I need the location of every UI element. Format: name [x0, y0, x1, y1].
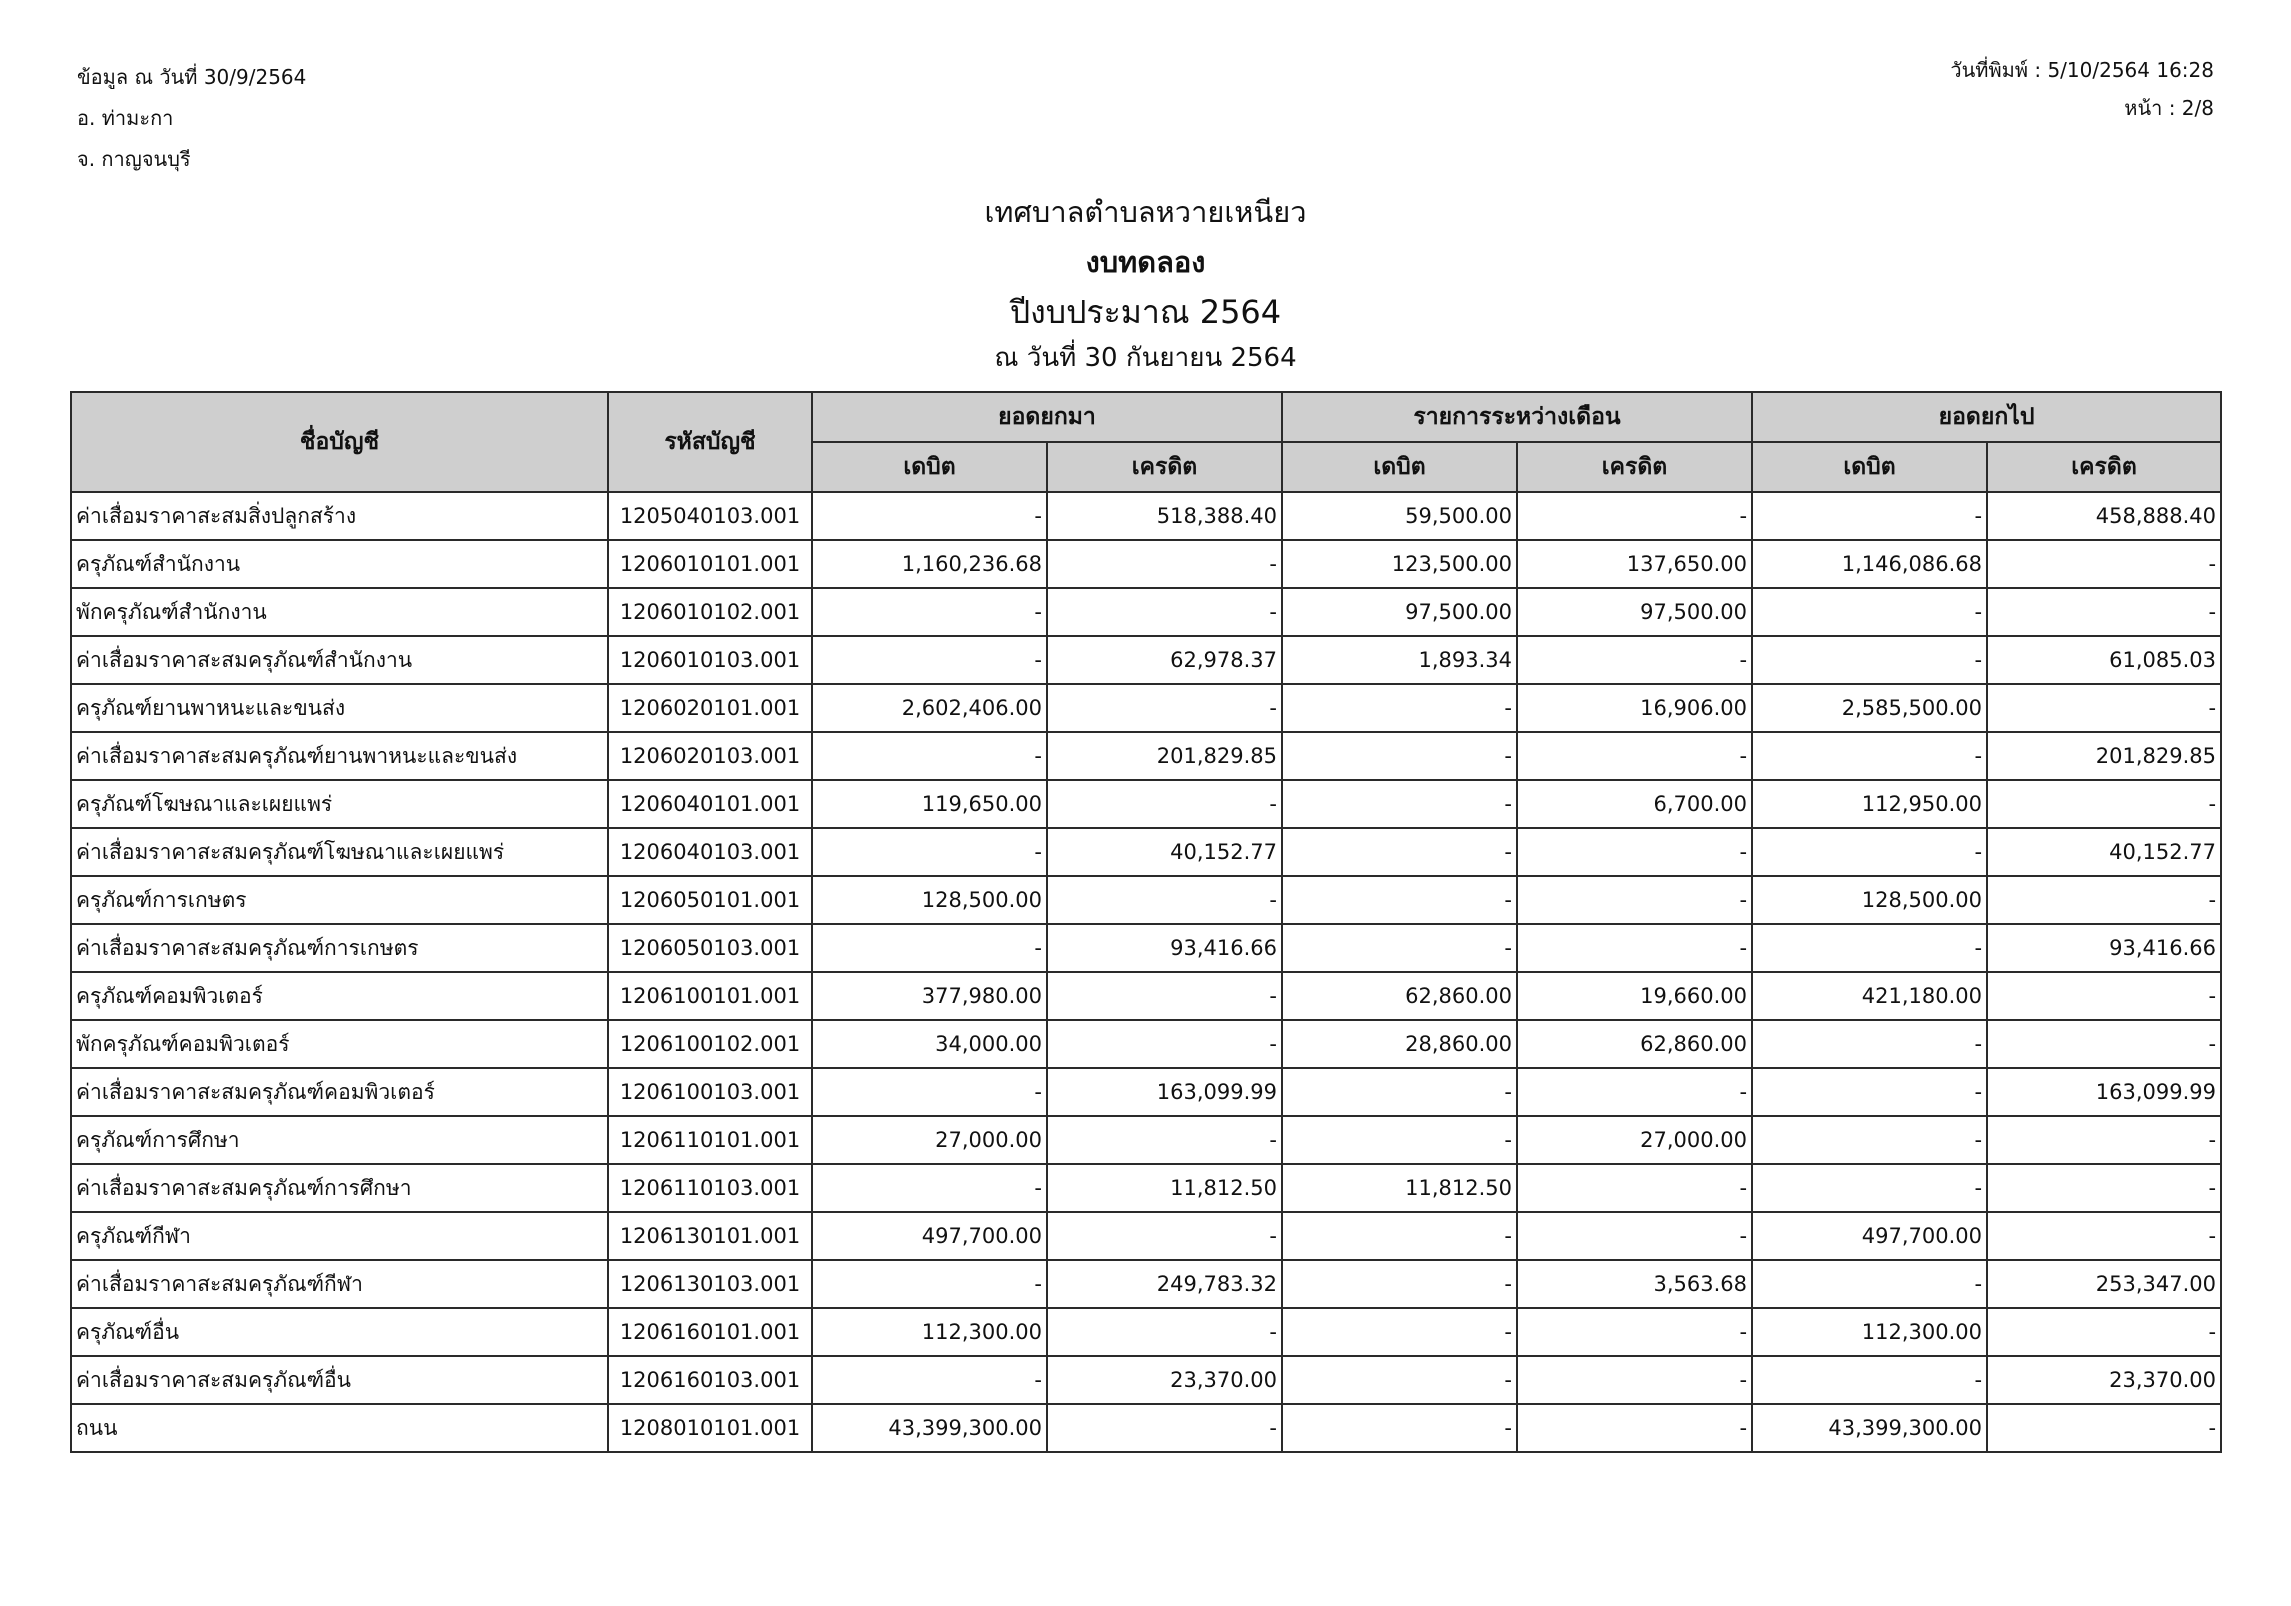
header-account-code: รหัสบัญชี: [608, 392, 812, 492]
month-credit-cell: -: [1517, 1356, 1752, 1404]
cf-debit-cell: -: [1752, 828, 1987, 876]
bf-credit-cell: -: [1047, 780, 1282, 828]
month-credit-cell: -: [1517, 924, 1752, 972]
cf-debit-cell: 112,950.00: [1752, 780, 1987, 828]
as-of-date-title: ณ วันที่ 30 กันยายน 2564: [994, 343, 1297, 373]
account-code-cell: 1206010102.001: [608, 588, 812, 636]
bf-debit-cell: 27,000.00: [812, 1116, 1047, 1164]
bf-debit-cell: 1,160,236.68: [812, 540, 1047, 588]
bf-credit-cell: -: [1047, 1308, 1282, 1356]
bf-debit-cell: 119,650.00: [812, 780, 1047, 828]
cf-debit-cell: 43,399,300.00: [1752, 1404, 1987, 1452]
table-row: [71, 1068, 2221, 1116]
bf-debit-cell: -: [812, 732, 1047, 780]
bf-credit-cell: 40,152.77: [1047, 828, 1282, 876]
account-name-cell: ค่าเสื่อมราคาสะสมครุภัณฑ์โฆษณาและเผยแพร่: [71, 828, 608, 876]
page-number: หน้า : 2/8: [2124, 96, 2214, 120]
month-credit-cell: -: [1517, 732, 1752, 780]
account-name-cell: ค่าเสื่อมราคาสะสมครุภัณฑ์การศึกษา: [71, 1164, 608, 1212]
cf-credit-cell: 23,370.00: [1987, 1356, 2221, 1404]
month-credit-cell: -: [1517, 492, 1752, 540]
cf-debit-cell: -: [1752, 1356, 1987, 1404]
cf-credit-cell: -: [1987, 972, 2221, 1020]
month-debit-cell: 11,812.50: [1282, 1164, 1517, 1212]
header-brought-forward: ยอดยกมา: [812, 392, 1282, 442]
account-name-cell: ค่าเสื่อมราคาสะสมครุภัณฑ์อื่น: [71, 1356, 608, 1404]
cf-debit-cell: 112,300.00: [1752, 1308, 1987, 1356]
month-debit-cell: 28,860.00: [1282, 1020, 1517, 1068]
header-account-name: ชื่อบัญชี: [71, 392, 608, 492]
trial-balance-table: [70, 391, 2222, 1453]
table-row: [71, 1020, 2221, 1068]
bf-credit-cell: -: [1047, 1212, 1282, 1260]
account-name-cell: ครุภัณฑ์การเกษตร: [71, 876, 608, 924]
cf-credit-cell: 458,888.40: [1987, 492, 2221, 540]
bf-debit-cell: 2,602,406.00: [812, 684, 1047, 732]
organization-title: เทศบาลตำบลหวายเหนียว: [984, 195, 1307, 229]
cf-credit-cell: -: [1987, 1404, 2221, 1452]
month-credit-cell: -: [1517, 1212, 1752, 1260]
cf-credit-cell: 61,085.03: [1987, 636, 2221, 684]
account-code-cell: 1206110101.001: [608, 1116, 812, 1164]
month-debit-cell: -: [1282, 1068, 1517, 1116]
account-code-cell: 1206040103.001: [608, 828, 812, 876]
bf-credit-cell: -: [1047, 1020, 1282, 1068]
bf-debit-cell: -: [812, 636, 1047, 684]
table-row: [71, 828, 2221, 876]
cf-debit-cell: -: [1752, 1116, 1987, 1164]
month-credit-cell: 137,650.00: [1517, 540, 1752, 588]
bf-debit-cell: 34,000.00: [812, 1020, 1047, 1068]
table-body: [71, 492, 2221, 1452]
account-code-cell: 1206050103.001: [608, 924, 812, 972]
bf-credit-cell: -: [1047, 1116, 1282, 1164]
account-code-cell: 1206050101.001: [608, 876, 812, 924]
cf-credit-cell: -: [1987, 1212, 2221, 1260]
table-row: [71, 684, 2221, 732]
bf-debit-cell: -: [812, 1356, 1047, 1404]
month-credit-cell: -: [1517, 1068, 1752, 1116]
cf-credit-cell: 93,416.66: [1987, 924, 2221, 972]
header-carried-forward: ยอดยกไป: [1752, 392, 2221, 442]
account-name-cell: ครุภัณฑ์สำนักงาน: [71, 540, 608, 588]
account-name-cell: ค่าเสื่อมราคาสะสมครุภัณฑ์การเกษตร: [71, 924, 608, 972]
account-name-cell: ถนน: [71, 1404, 608, 1452]
account-code-cell: 1206020103.001: [608, 732, 812, 780]
month-debit-cell: -: [1282, 1308, 1517, 1356]
account-code-cell: 1206160103.001: [608, 1356, 812, 1404]
account-name-cell: ค่าเสื่อมราคาสะสมสิ่งปลูกสร้าง: [71, 492, 608, 540]
month-credit-cell: -: [1517, 828, 1752, 876]
report-meta-left: [77, 67, 306, 190]
table-row: [71, 1164, 2221, 1212]
cf-debit-cell: 497,700.00: [1752, 1212, 1987, 1260]
account-code-cell: 1206020101.001: [608, 684, 812, 732]
fiscal-year-title: ปีงบประมาณ 2564: [1009, 293, 1282, 331]
month-credit-cell: -: [1517, 1404, 1752, 1452]
cf-credit-cell: -: [1987, 540, 2221, 588]
header-bf-credit: เครดิต: [1047, 442, 1282, 492]
cf-credit-cell: 40,152.77: [1987, 828, 2221, 876]
cf-credit-cell: -: [1987, 1116, 2221, 1164]
cf-credit-cell: -: [1987, 876, 2221, 924]
table-row: [71, 540, 2221, 588]
month-debit-cell: -: [1282, 924, 1517, 972]
table-row: [71, 732, 2221, 780]
table-row: [71, 1260, 2221, 1308]
month-credit-cell: -: [1517, 1164, 1752, 1212]
cf-credit-cell: -: [1987, 1308, 2221, 1356]
month-credit-cell: 3,563.68: [1517, 1260, 1752, 1308]
bf-credit-cell: 249,783.32: [1047, 1260, 1282, 1308]
account-name-cell: ค่าเสื่อมราคาสะสมครุภัณฑ์คอมพิวเตอร์: [71, 1068, 608, 1116]
month-credit-cell: 16,906.00: [1517, 684, 1752, 732]
bf-credit-cell: 11,812.50: [1047, 1164, 1282, 1212]
bf-credit-cell: -: [1047, 1404, 1282, 1452]
cf-debit-cell: -: [1752, 1020, 1987, 1068]
bf-debit-cell: 377,980.00: [812, 972, 1047, 1020]
month-credit-cell: 27,000.00: [1517, 1116, 1752, 1164]
bf-debit-cell: -: [812, 1260, 1047, 1308]
bf-debit-cell: -: [812, 492, 1047, 540]
month-debit-cell: 123,500.00: [1282, 540, 1517, 588]
account-name-cell: ครุภัณฑ์อื่น: [71, 1308, 608, 1356]
account-name-cell: ค่าเสื่อมราคาสะสมครุภัณฑ์ยานพาหนะและขนส่ง: [71, 732, 608, 780]
table-row: [71, 924, 2221, 972]
bf-credit-cell: 163,099.99: [1047, 1068, 1282, 1116]
report-titles: [0, 195, 2291, 373]
month-credit-cell: -: [1517, 636, 1752, 684]
month-debit-cell: -: [1282, 732, 1517, 780]
account-code-cell: 1206010103.001: [608, 636, 812, 684]
bf-debit-cell: 497,700.00: [812, 1212, 1047, 1260]
month-debit-cell: -: [1282, 1116, 1517, 1164]
bf-credit-cell: -: [1047, 876, 1282, 924]
header-bf-debit: เดบิต: [812, 442, 1047, 492]
bf-credit-cell: -: [1047, 684, 1282, 732]
account-name-cell: พักครุภัณฑ์คอมพิวเตอร์: [71, 1020, 608, 1068]
month-credit-cell: 6,700.00: [1517, 780, 1752, 828]
account-name-cell: ค่าเสื่อมราคาสะสมครุภัณฑ์สำนักงาน: [71, 636, 608, 684]
bf-credit-cell: -: [1047, 972, 1282, 1020]
cf-credit-cell: 253,347.00: [1987, 1260, 2221, 1308]
account-code-cell: 1208010101.001: [608, 1404, 812, 1452]
bf-debit-cell: -: [812, 1164, 1047, 1212]
month-credit-cell: 19,660.00: [1517, 972, 1752, 1020]
table-row: [71, 780, 2221, 828]
account-name-cell: ครุภัณฑ์คอมพิวเตอร์: [71, 972, 608, 1020]
cf-debit-cell: -: [1752, 492, 1987, 540]
print-date: วันที่พิมพ์ : 5/10/2564 16:28: [1950, 58, 2214, 82]
cf-debit-cell: -: [1752, 1164, 1987, 1212]
table-row: [71, 588, 2221, 636]
month-debit-cell: -: [1282, 684, 1517, 732]
month-debit-cell: -: [1282, 780, 1517, 828]
table-row: [71, 876, 2221, 924]
province: จ. กาญจนบุรี: [77, 147, 191, 171]
header-during-month: รายการระหว่างเดือน: [1282, 392, 1752, 442]
month-credit-cell: -: [1517, 1308, 1752, 1356]
cf-debit-cell: 1,146,086.68: [1752, 540, 1987, 588]
bf-debit-cell: -: [812, 588, 1047, 636]
cf-debit-cell: -: [1752, 1068, 1987, 1116]
month-debit-cell: 1,893.34: [1282, 636, 1517, 684]
month-debit-cell: -: [1282, 1260, 1517, 1308]
month-debit-cell: -: [1282, 876, 1517, 924]
header-month-credit: เครดิต: [1517, 442, 1752, 492]
bf-debit-cell: 112,300.00: [812, 1308, 1047, 1356]
bf-credit-cell: 23,370.00: [1047, 1356, 1282, 1404]
account-code-cell: 1206100102.001: [608, 1020, 812, 1068]
account-code-cell: 1206160101.001: [608, 1308, 812, 1356]
account-name-cell: ครุภัณฑ์ยานพาหนะและขนส่ง: [71, 684, 608, 732]
month-debit-cell: -: [1282, 828, 1517, 876]
report-meta-right: [1950, 60, 2214, 136]
cf-debit-cell: -: [1752, 636, 1987, 684]
cf-debit-cell: -: [1752, 924, 1987, 972]
account-code-cell: 1206130103.001: [608, 1260, 812, 1308]
table-row: [71, 636, 2221, 684]
account-name-cell: ครุภัณฑ์โฆษณาและเผยแพร่: [71, 780, 608, 828]
account-name-cell: ค่าเสื่อมราคาสะสมครุภัณฑ์กีฬา: [71, 1260, 608, 1308]
cf-credit-cell: -: [1987, 1164, 2221, 1212]
table-row: [71, 972, 2221, 1020]
table-row: [71, 1356, 2221, 1404]
bf-debit-cell: -: [812, 828, 1047, 876]
cf-credit-cell: -: [1987, 588, 2221, 636]
month-debit-cell: -: [1282, 1212, 1517, 1260]
month-credit-cell: 62,860.00: [1517, 1020, 1752, 1068]
account-code-cell: 1206110103.001: [608, 1164, 812, 1212]
report-title: งบทดลอง: [1085, 245, 1206, 279]
bf-credit-cell: -: [1047, 540, 1282, 588]
table-row: [71, 1308, 2221, 1356]
table-row: [71, 1404, 2221, 1452]
month-credit-cell: -: [1517, 876, 1752, 924]
district: อ. ท่ามะกา: [77, 106, 174, 130]
month-debit-cell: 62,860.00: [1282, 972, 1517, 1020]
bf-credit-cell: 518,388.40: [1047, 492, 1282, 540]
account-code-cell: 1206040101.001: [608, 780, 812, 828]
cf-debit-cell: 2,585,500.00: [1752, 684, 1987, 732]
cf-debit-cell: -: [1752, 588, 1987, 636]
bf-credit-cell: 93,416.66: [1047, 924, 1282, 972]
bf-credit-cell: 201,829.85: [1047, 732, 1282, 780]
cf-credit-cell: 201,829.85: [1987, 732, 2221, 780]
month-debit-cell: 59,500.00: [1282, 492, 1517, 540]
account-name-cell: ครุภัณฑ์การศึกษา: [71, 1116, 608, 1164]
bf-debit-cell: 128,500.00: [812, 876, 1047, 924]
header-month-debit: เดบิต: [1282, 442, 1517, 492]
month-debit-cell: -: [1282, 1356, 1517, 1404]
cf-debit-cell: -: [1752, 1260, 1987, 1308]
bf-debit-cell: -: [812, 924, 1047, 972]
bf-debit-cell: 43,399,300.00: [812, 1404, 1047, 1452]
account-code-cell: 1206100101.001: [608, 972, 812, 1020]
month-debit-cell: -: [1282, 1404, 1517, 1452]
cf-credit-cell: 163,099.99: [1987, 1068, 2221, 1116]
header-cf-debit: เดบิต: [1752, 442, 1987, 492]
data-date: ข้อมูล ณ วันที่ 30/9/2564: [77, 65, 307, 89]
table-row: [71, 1212, 2221, 1260]
cf-credit-cell: -: [1987, 684, 2221, 732]
header-cf-credit: เครดิต: [1987, 442, 2221, 492]
cf-credit-cell: -: [1987, 780, 2221, 828]
month-debit-cell: 97,500.00: [1282, 588, 1517, 636]
account-code-cell: 1206130101.001: [608, 1212, 812, 1260]
table-row: [71, 492, 2221, 540]
account-name-cell: พักครุภัณฑ์สำนักงาน: [71, 588, 608, 636]
cf-debit-cell: -: [1752, 732, 1987, 780]
bf-credit-cell: 62,978.37: [1047, 636, 1282, 684]
cf-debit-cell: 128,500.00: [1752, 876, 1987, 924]
account-code-cell: 1206100103.001: [608, 1068, 812, 1116]
cf-credit-cell: -: [1987, 1020, 2221, 1068]
table-header: [71, 392, 2221, 492]
cf-debit-cell: 421,180.00: [1752, 972, 1987, 1020]
account-code-cell: 1206010101.001: [608, 540, 812, 588]
account-code-cell: 1205040103.001: [608, 492, 812, 540]
month-credit-cell: 97,500.00: [1517, 588, 1752, 636]
table-row: [71, 1116, 2221, 1164]
account-name-cell: ครุภัณฑ์กีฬา: [71, 1212, 608, 1260]
bf-credit-cell: -: [1047, 588, 1282, 636]
bf-debit-cell: -: [812, 1068, 1047, 1116]
